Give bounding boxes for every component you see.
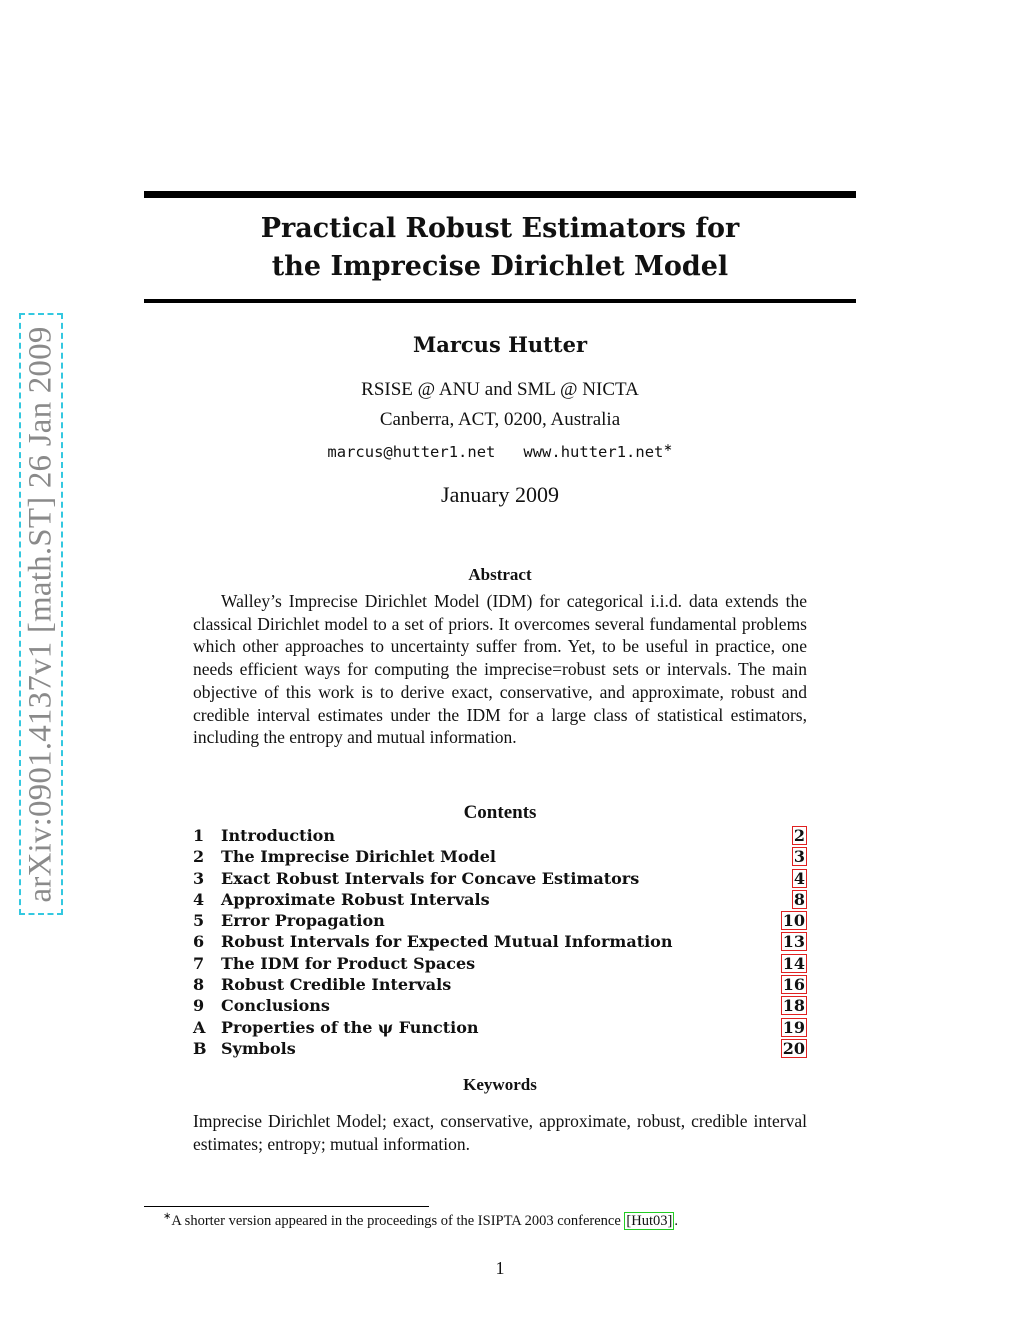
citation-link[interactable]: [Hut03] [626,1212,673,1229]
contact-line [144,441,856,461]
email-link[interactable]: marcus@hutter1.net [327,443,496,462]
toc-entry[interactable] [193,1017,807,1038]
toc-title: Error Propagation [221,911,385,931]
toc-number: 6 [193,932,205,952]
toc-title: Properties of the ψ Function [221,1017,479,1037]
toc-entry[interactable] [193,846,807,867]
toc-entry[interactable] [193,910,807,931]
toc-entry[interactable] [193,889,807,910]
footnote [163,1211,843,1230]
toc-page-link[interactable]: 18 [782,996,805,1016]
toc-page-link[interactable]: 2 [793,826,805,845]
keywords-text: Imprecise Dirichlet Model; exact, conservative, approximate, robust, credible interval estimates; entropy; mutual information. [193,1111,807,1154]
abstract-text: Walley’s Imprecise Dirichlet Model (IDM) for categorical i.i.d. data extends the classical Dirichlet model to a set of priors. It overcomes several fundamental problems which other approaches to uncertainty suffer from. Yet, to be useful in practice, one needs efficient ways for computing the imprecise=robust sets or intervals. The main objective of this work is to derive exact, conservative, and approximate, robust and credible interval estimates under the IDM for a large class of statistical estimators, including the entropy and mutual information. [193,591,807,748]
toc-number: 7 [193,953,205,973]
footnote-end: . [674,1212,678,1229]
toc-number: 8 [193,975,205,995]
toc-number: 9 [193,996,205,1016]
footnote-mark: ∗ [163,1211,172,1222]
toc-number: 2 [193,847,205,867]
toc-number: A [193,1017,206,1037]
website-link[interactable]: www.hutter1.net [523,443,664,462]
author-name: Marcus Hutter [412,332,588,357]
arxiv-id: arXiv:0901.4137v1 [math.ST] 26 Jan 2009 [22,325,59,903]
toc-page-link[interactable]: 20 [782,1038,805,1058]
toc-page-link[interactable]: 13 [782,932,805,952]
toc-entry[interactable] [193,1038,807,1059]
keywords-heading: Keywords [463,1075,537,1094]
toc-title: Robust Credible Intervals [221,975,452,995]
title-rule-bottom [144,299,856,303]
toc-number: 3 [193,868,205,888]
toc-title: The IDM for Product Spaces [221,953,476,973]
toc-number: 4 [193,889,205,909]
abstract-heading: Abstract [468,565,532,584]
toc-number: 5 [193,911,205,931]
footnote-marker[interactable]: ∗ [663,442,673,454]
toc-entry[interactable] [193,953,807,974]
table-of-contents [193,825,807,1059]
arxiv-stamp [19,313,63,915]
footnote-rule [144,1206,429,1207]
affiliation-location: Canberra, ACT, 0200, Australia [379,409,621,430]
toc-title: Introduction [221,826,335,845]
toc-page-link[interactable]: 4 [793,868,805,888]
toc-entry[interactable] [193,868,807,889]
affiliation-institutes: RSISE @ ANU and SML @ NICTA [361,379,639,400]
paper-title [144,210,856,286]
title-line-1: Practical Robust Estimators for [260,213,740,244]
paper-date: January 2009 [441,482,559,507]
toc-title: Approximate Robust Intervals [221,889,490,909]
toc-page-link[interactable]: 16 [782,975,805,995]
toc-entry[interactable] [193,931,807,952]
toc-title: The Imprecise Dirichlet Model [221,847,496,867]
toc-title: Symbols [221,1038,296,1058]
contents-heading: Contents [463,802,537,823]
toc-page-link[interactable]: 19 [782,1017,805,1037]
toc-title: Conclusions [221,996,330,1016]
title-line-2: the Imprecise Dirichlet Model [271,251,729,282]
toc-page-link[interactable]: 8 [793,889,805,909]
title-rule-top [144,191,856,198]
toc-entry[interactable] [193,974,807,995]
toc-page-link[interactable]: 3 [793,847,805,867]
footnote-text: A shorter version appeared in the proceedings of the ISIPTA 2003 conference [171,1212,625,1229]
toc-entry[interactable] [193,995,807,1016]
toc-entry[interactable] [193,825,807,846]
toc-title: Exact Robust Intervals for Concave Estimators [221,868,640,888]
toc-number: B [193,1038,207,1058]
toc-page-link[interactable]: 10 [782,911,805,931]
page-number: 1 [495,1258,505,1278]
toc-number: 1 [193,826,205,845]
toc-page-link[interactable]: 14 [782,953,805,973]
toc-title: Robust Intervals for Expected Mutual Information [221,932,673,952]
